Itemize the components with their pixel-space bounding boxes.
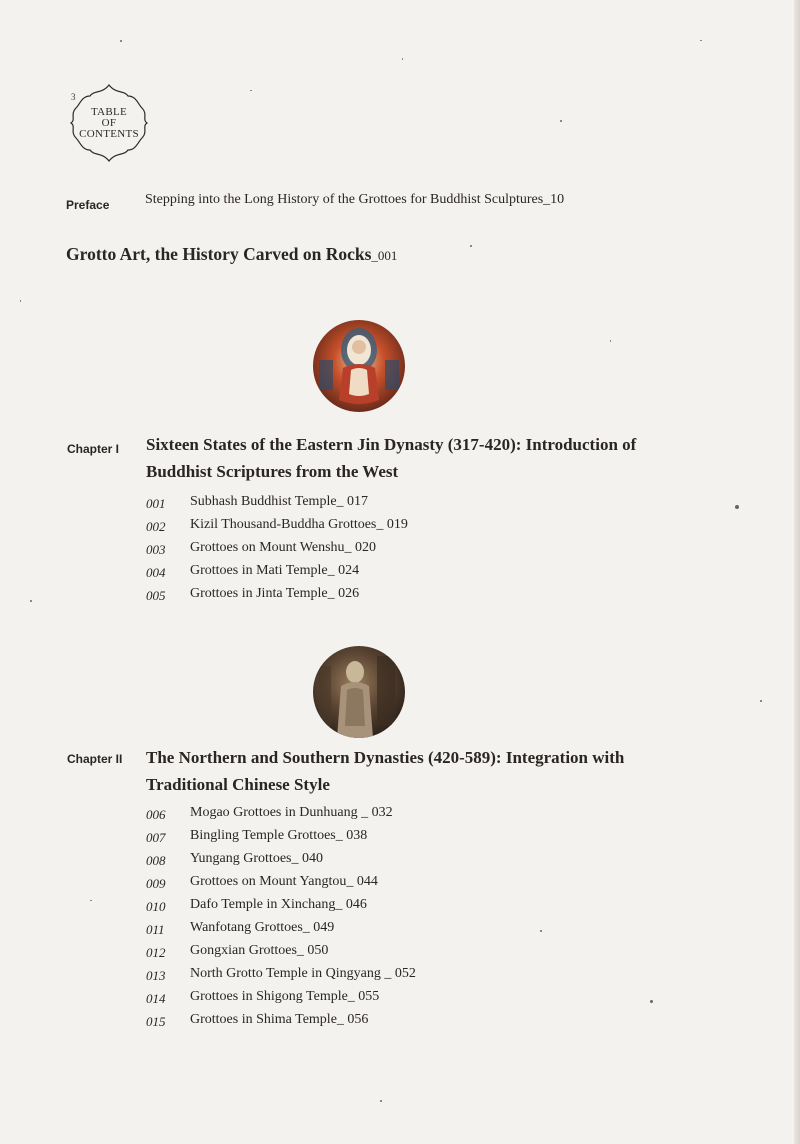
- entry-number: 013: [146, 968, 166, 983]
- entry-number: 008: [146, 853, 166, 868]
- entry-number: 005: [146, 588, 166, 603]
- entry-number: 012: [146, 945, 166, 960]
- intro-title: Grotto Art, the History Carved on Rocks: [66, 244, 372, 264]
- entry-number: 006: [146, 807, 166, 822]
- preface-label: Preface: [66, 198, 110, 212]
- entry-number: 014: [146, 991, 166, 1006]
- entry-number: 011: [146, 922, 165, 937]
- entry-title: Mogao Grottoes in Dunhuang _ 032: [190, 805, 393, 820]
- chapter-title-line: Buddhist Scriptures from the West: [146, 462, 399, 481]
- entry-title: Grottoes on Mount Yangtou_ 044: [190, 874, 378, 889]
- intro-page: _001: [371, 248, 398, 263]
- entry-number: 001: [146, 496, 166, 511]
- entry-title: Gongxian Grottoes_ 050: [190, 943, 329, 958]
- entry-number: 010: [146, 899, 166, 914]
- entry-title: Grottoes in Jinta Temple_ 026: [190, 586, 360, 601]
- entry-title: Bingling Temple Grottoes_ 038: [190, 828, 368, 843]
- buddha-statue-medallion: [313, 646, 405, 738]
- entry-title: Wanfotang Grottoes_ 049: [190, 920, 335, 935]
- entry-title: North Grotto Temple in Qingyang _ 052: [190, 966, 416, 981]
- entry-title: Grottoes on Mount Wenshu_ 020: [190, 540, 377, 555]
- chapter-label: Chapter I: [67, 442, 120, 456]
- entry-title: Yungang Grottoes_ 040: [190, 851, 323, 866]
- chapter-label: Chapter II: [67, 752, 123, 766]
- entry-number: 002: [146, 519, 166, 534]
- badge-text: [68, 107, 150, 140]
- chapter-title: [146, 744, 666, 798]
- entry-title: Grottoes in Shigong Temple_ 055: [190, 989, 380, 1004]
- chapter-title-line: Sixteen States of the Eastern Jin Dynasty (317-420): Introduction of: [146, 435, 637, 454]
- entry-number: 007: [146, 830, 166, 845]
- chapter-title-line: The Northern and Southern Dynasties (420-589): Integration with: [146, 748, 625, 767]
- entry-title: Grottoes in Mati Temple_ 024: [190, 563, 360, 578]
- badge-line: CONTENTS: [79, 128, 139, 140]
- page-edge: [794, 0, 800, 1144]
- entry-title: Kizil Thousand-Buddha Grottoes_ 019: [190, 517, 408, 532]
- entry-number: 003: [146, 542, 166, 557]
- buddha-mural-medallion: [313, 320, 405, 412]
- chapter-title-line: Traditional Chinese Style: [146, 775, 330, 794]
- badge-line: TABLE: [90, 106, 128, 118]
- badge-line: OF: [101, 117, 117, 129]
- entry-title: Grottoes in Shima Temple_ 056: [190, 1012, 369, 1027]
- entry-number: 009: [146, 876, 166, 891]
- entry-number: 004: [146, 565, 166, 580]
- page-number: 3: [71, 92, 76, 102]
- intro-entry: [66, 244, 397, 265]
- preface-entry: Stepping into the Long History of the Grottoes for Buddhist Sculptures_10: [145, 192, 565, 207]
- entry-number: 015: [146, 1014, 166, 1029]
- entry-title: Subhash Buddhist Temple_ 017: [190, 494, 369, 509]
- entry-title: Dafo Temple in Xinchang_ 046: [190, 897, 367, 912]
- chapter-title: [146, 431, 666, 485]
- table-of-contents-badge: [68, 82, 150, 164]
